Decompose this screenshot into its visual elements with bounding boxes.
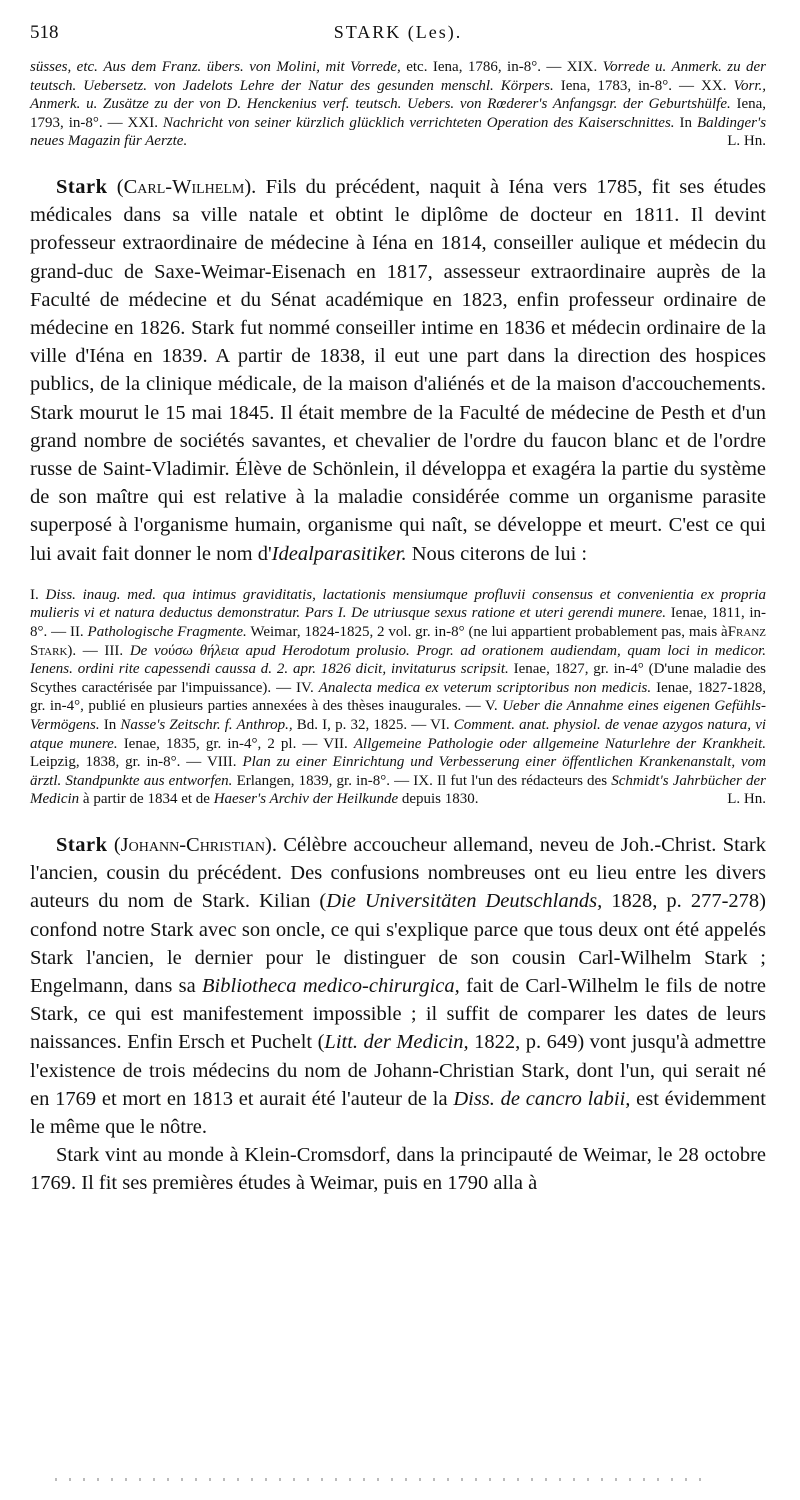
- page-bottom-rule: [55, 1478, 705, 1481]
- work-imprint: Ienae, 1827-1828, gr. in-4°, publié en plusieurs parties annexées à des thèses inaugurales. — V.: [30, 679, 767, 715]
- cited-work: Diss. de cancro labii,: [453, 1087, 631, 1110]
- entry-johann-christian-stark: [30, 831, 766, 1198]
- author-signature: L. Hn.: [727, 791, 766, 808]
- continuation-imprint: etc. Iena, 1786, in-8°. — XIX.: [406, 59, 598, 75]
- cited-work: Die Universitäten Deutschlands,: [326, 890, 603, 913]
- continuation-title: süsses, etc.: [30, 59, 98, 75]
- entry-text: est évidemment le même que le nôtre.: [30, 1087, 766, 1138]
- entry-text: Fils du précédent, naquit à Iéna vers 1785, fit ses études médicales dans sa ville natale et obtint le diplôme de docteur en 1811. Il devint professeur extraordinaire de médecine à Iéna en 1814, conseiller aulique et médecin du grand-duc de Saxe-Weimar-Eisenach en 1817, assesseur extraordinaire auprès de la Faculté de médecine et du Sénat académique en 1823, enfin professeur ordinaire de médecine en 1826. Stark fut nommé conseiller intime en 1836 et médecin ordinaire de la ville d'Iéna en 1839. A partir de 1838, il eut une part dans la direction des hospices publics, de la clinique médicale, de la maison d'aliénés et de la maison d'accouchements. Stark mourut le 15 mai 1845. Il était membre de la Faculté de médecine de Pesth et d'un grand nombre de sociétés savantes, et chevalier de l'ordre du faucon blanc et de l'ordre russe de Saint-Vladimir. Élève de Schönlein, il développa et exagéra la partie du système de son maître qui est relative à la maladie considérée comme un organisme parasite superposé à l'organisme humain, organisme qui naît, se développe et meurt. C'est ce qui lui avait fait donner le nom d': [30, 175, 767, 565]
- work-imprint: Bd. I, p. 32, 1825. — VI.: [296, 716, 450, 733]
- running-head: [30, 22, 766, 54]
- dictionary-page: [30, 22, 766, 1198]
- entry-text: fait de Carl-Wilhelm le fils de notre Stark, ce qui est manifestement impossible ; il suffit de comparer les dates de leurs naissances. Enfin Ersch et Puchelt (: [30, 974, 766, 1054]
- author-signature: L. Hn.: [727, 133, 766, 150]
- entry-text: 1822, p. 649) vont jusqu'à admettre l'existence de trois médecins du nom de Johann-Christian Stark, dont l'un, qui serait né en 1769 et mort en 1813 et aurait été l'auteur de la: [30, 1031, 767, 1110]
- work-title: Pathologische Fragmente.: [87, 624, 247, 640]
- running-title: STARK (Les).: [333, 22, 463, 42]
- work-title: Allgemeine Pathologie oder allgemeine Naturlehre der Krankheit.: [353, 735, 767, 752]
- work-imprint: à partir de 1834 et de: [82, 791, 210, 808]
- continuation-imprint: Iena, 1793, in-8°. — XXI.: [30, 96, 767, 131]
- entry-given-names: (Johann-Christian).: [113, 833, 277, 856]
- work-title: Ueber die Annahme eines eigenen Gefühls-Vermögens.: [30, 698, 767, 733]
- work-imprint: Ienae, 1835, gr. in-4°, 2 pl. — VII.: [123, 735, 348, 752]
- entry-text: 1828, p. 277-278) confond notre Stark avec son oncle, ce qui s'explique parce que tous deux ont été appelés Stark l'ancien, le dernier pour le distinguer de son cousin Carl-Wilhelm Stark ; Engelmann, dans sa: [30, 890, 767, 997]
- work-imprint: In: [103, 716, 117, 733]
- entry-headword: Stark: [56, 175, 108, 198]
- works-list: [30, 586, 766, 809]
- entry-text: Nous citerons de lui :: [411, 542, 588, 565]
- continuation-title: Vorr., Anmerk. u. Zusätze zu der von D. Henckenius verf. teutsch. Uebers. von Rœderer's Anfangsgr. der Geburtshülfe.: [30, 77, 767, 113]
- previous-entry-continuation: [30, 58, 766, 151]
- continuation-imprint: Iena, 1783, in-8°. — XX.: [560, 77, 727, 94]
- work-title: Plan zu einer Einrichtung und Verbesserung einer öffentlichen Krankenanstalt, vom ärztl. Standpunkte aus entworfen.: [30, 754, 766, 789]
- entry-given-names: (Carl-Wilhelm).: [116, 175, 257, 198]
- entry-text: Célèbre accoucheur allemand, neveu de Joh.-Christ. Stark l'ancien, cousin du précédent. Des confusions nombreuses ont eu lieu entre les divers auteurs du nom de Stark. Kilian (: [30, 833, 767, 913]
- work-title: Diss. inaug. med. qua intimus graviditatis, lactationis mensiumque profluvii consensus et convenientia ex propria mulieris vi et natura deductus demonstratur. Pars I. De utriusque sexus ratione et uteri gerendi munere.: [30, 586, 766, 622]
- entry-paragraph: [30, 831, 766, 1141]
- continuation-title: Baldinger's neues Magazin für Aerzte.: [30, 114, 767, 150]
- entry-headword: Stark: [56, 833, 108, 856]
- entry-paragraph: [30, 173, 766, 568]
- work-title: Comment. anat. physiol. de venae azygos natura, vi atque munere.: [30, 716, 767, 752]
- work-imprint: ). — III.: [67, 642, 124, 659]
- work-imprint: depuis 1830.: [401, 791, 479, 808]
- work-person: Franz Stark: [30, 624, 766, 659]
- work-number: I.: [30, 586, 39, 603]
- work-imprint: Ienae, 1827, gr. in-4° (D'une maladie des Scythes caractérisée par l'impuissance). — IV.: [30, 661, 766, 696]
- entry-epithet: Idealparasitiker.: [271, 542, 407, 565]
- continuation-imprint: In: [679, 114, 693, 131]
- continuation-title: Aus dem Franz. übers. von Molini, mit Vorrede,: [103, 59, 401, 75]
- cited-work: Bibliotheca medico-chirurgica,: [202, 974, 460, 997]
- work-title: Nasse's Zeitschr. f. Anthrop.,: [120, 716, 293, 733]
- work-title: Schmidt's Jahrbücher der Medicin: [30, 772, 767, 808]
- page-number: 518: [30, 22, 59, 43]
- continuation-title: Nachricht von seiner kürzlich glücklich verrichteten Operation des Kaiserschnittes.: [162, 114, 675, 131]
- work-title: Haeser's Archiv der Heilkunde: [213, 791, 399, 808]
- work-imprint: Erlangen, 1839, gr. in-8°. — IX. Il fut l'un des rédacteurs des: [236, 772, 608, 789]
- work-title: De νούσω θήλεια apud Herodotum prolusio. Progr. ad orationem audiendam, quam loci in medicor. Ienens. ordini rite capessendi caussa d. 2. apr. 1826 dicit, invitaturus scripsit.: [30, 642, 767, 678]
- continuation-title: Vorrede u. Anmerk. zu der teutsch. Uebersetz. von Jadelots Lehre der Natur des gesunden menschl. Körpers.: [30, 59, 767, 94]
- entry-carl-wilhelm-stark: [30, 173, 766, 568]
- work-imprint: Leipzig, 1838, gr. in-8°. — VIII.: [30, 754, 237, 771]
- work-imprint: Ienae, 1811, in-8°. — II.: [30, 605, 767, 640]
- entry-paragraph: Stark vint au monde à Klein-Cromsdorf, dans la principauté de Weimar, le 28 octobre 1769. Il fit ses premières études à Weimar, puis en 1790 alla à: [30, 1144, 766, 1195]
- work-imprint: Weimar, 1824-1825, 2 vol. gr. in-8° (ne lui appartient probablement pas, mais à: [250, 624, 728, 640]
- work-title: Analecta medica ex veterum scriptoribus non medicis.: [318, 679, 652, 696]
- cited-work: Litt. der Medicin,: [324, 1031, 469, 1054]
